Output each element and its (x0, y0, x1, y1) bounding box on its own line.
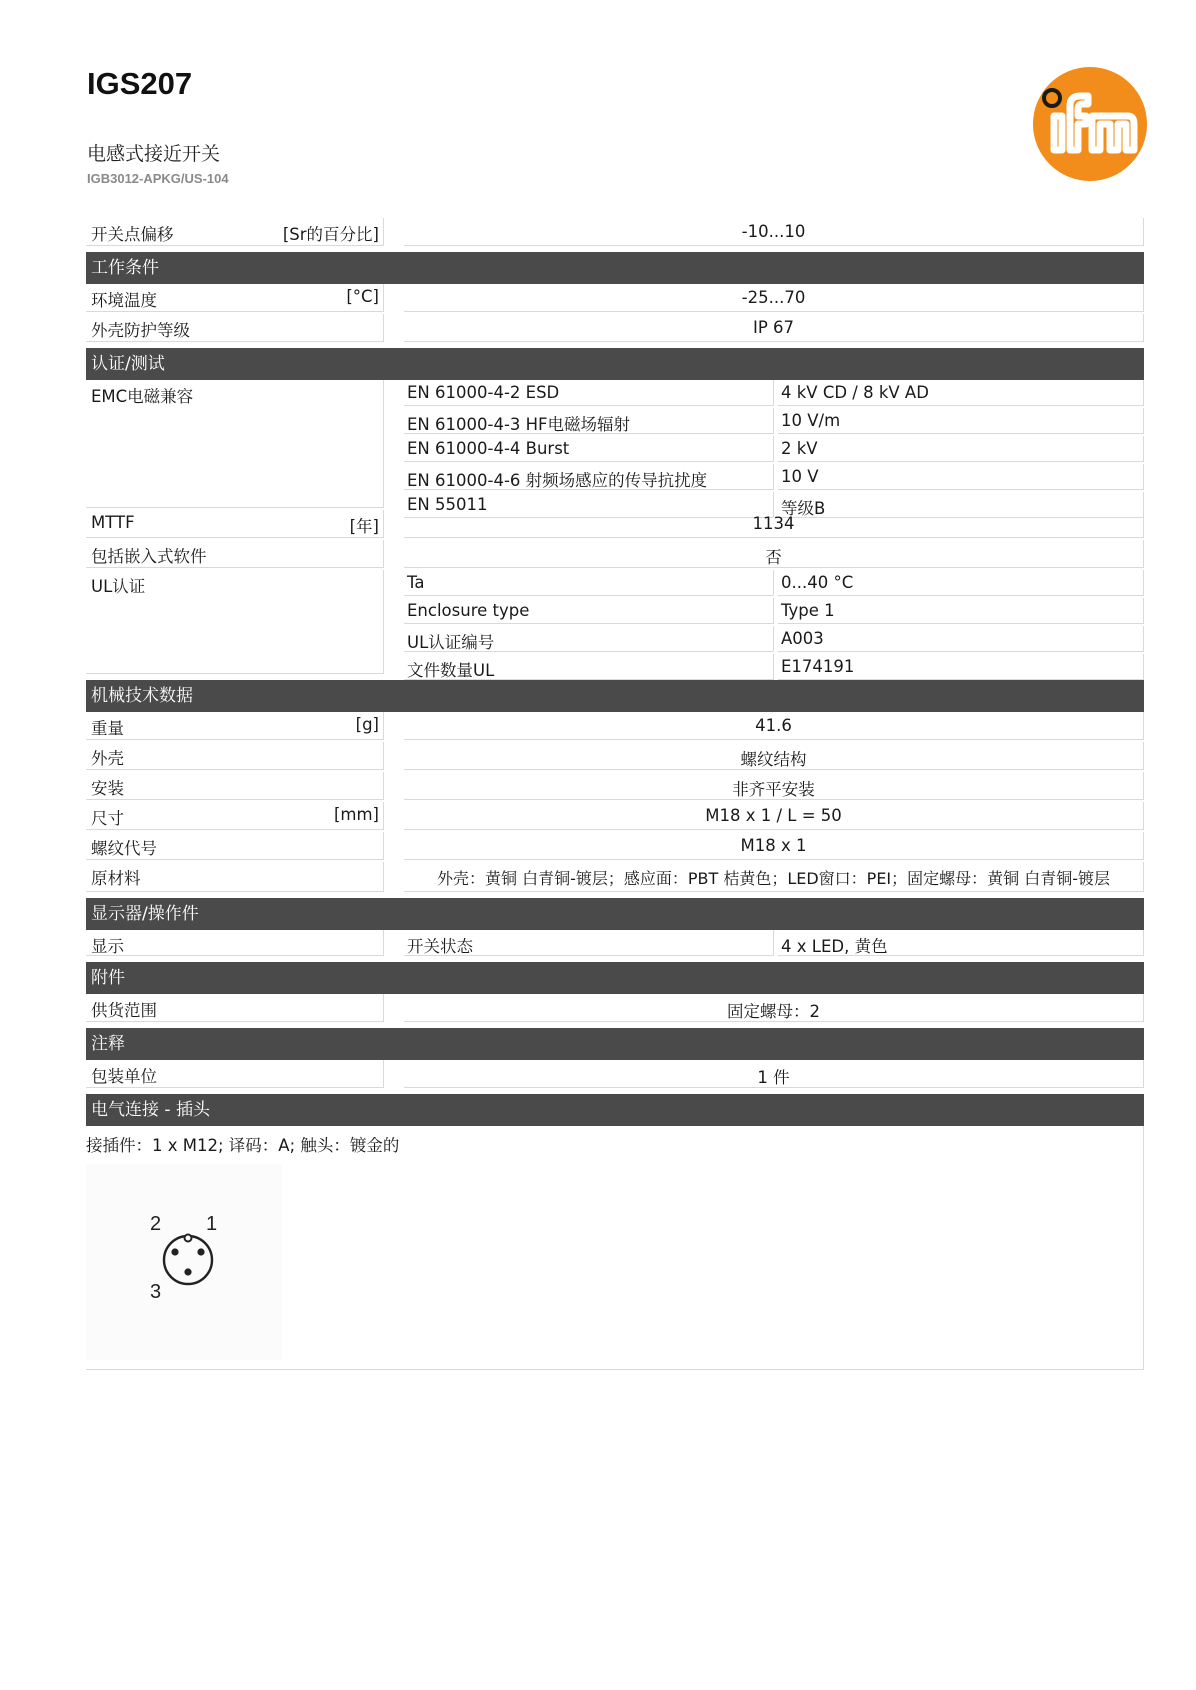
connector-outline (164, 1236, 212, 1284)
product-title: IGS207 (87, 66, 193, 101)
spec-row-emc (86, 380, 1144, 518)
section-electrical-connection: 电气连接 - 插头 (86, 1094, 1144, 1126)
row-value: 螺纹结构 (404, 742, 1144, 770)
row-value: 1134 (404, 510, 1144, 538)
ul-key: UL认证编号 (404, 626, 774, 652)
connector-description: 接插件：1 x M12; 译码：A; 触头：镀金的 (86, 1136, 400, 1155)
row-value: 非齐平安装 (404, 772, 1144, 800)
ul-item (404, 570, 1144, 598)
row-unit: [mm] (333, 805, 379, 824)
row-label: MTTF (91, 513, 135, 532)
emc-value: 4 kV CD / 8 kV AD (778, 380, 1144, 406)
row-label: 包括嵌入式软件 (91, 547, 207, 566)
connector-key-notch (185, 1235, 192, 1242)
row-label: 包装单位 (91, 1067, 157, 1086)
row-label: UL认证 (91, 577, 146, 596)
emc-key: EN 55011 (404, 492, 774, 518)
electrical-connection-box (86, 1126, 1144, 1370)
emc-item (404, 464, 1144, 492)
section-accessories: 附件 (86, 962, 1144, 994)
pin-label-3: 3 (150, 1281, 162, 1303)
pin-label-1: 1 (206, 1213, 218, 1235)
row-label: 原材料 (91, 869, 141, 888)
pin-label-2: 2 (150, 1213, 162, 1235)
row-value: -10...10 (404, 218, 1144, 246)
row-label: 重量 (91, 719, 124, 738)
datasheet (86, 218, 1144, 1370)
row-label: 螺纹代号 (91, 839, 157, 858)
pin-2 (171, 1248, 178, 1255)
ul-item (404, 626, 1144, 654)
row-label: 尺寸 (91, 809, 124, 828)
ifm-logo (1032, 66, 1148, 182)
spec-row-ambient-temp (86, 284, 1144, 314)
emc-key: EN 61000-4-4 Burst (404, 436, 774, 462)
ul-item (404, 654, 1144, 682)
row-label: 显示 (91, 937, 124, 956)
spec-row-thread (86, 832, 1144, 862)
row-label: 安装 (91, 779, 124, 798)
row-unit: [年] (349, 517, 379, 536)
row-label: 环境温度 (91, 291, 157, 310)
section-operating-conditions: 工作条件 (86, 252, 1144, 284)
row-label: 开关点偏移 (91, 225, 174, 244)
row-value: 否 (404, 540, 1144, 568)
emc-value: 等级B (778, 492, 1144, 518)
row-value: 固定螺母：2 (404, 994, 1144, 1022)
spec-row-display (86, 930, 1144, 958)
row-value: 1 件 (404, 1060, 1144, 1088)
article-number: IGB3012-APKG/US-104 (87, 171, 229, 186)
emc-item (404, 408, 1144, 436)
row-label: 供货范围 (91, 1001, 157, 1020)
spec-row-mttf (86, 510, 1144, 540)
row-value: 41.6 (404, 712, 1144, 740)
emc-key: EN 61000-4-2 ESD (404, 380, 774, 406)
spec-row-ul (86, 570, 1144, 680)
row-unit: [Sr的百分比] (282, 225, 379, 244)
ul-item (404, 598, 1144, 626)
spec-row-weight (86, 712, 1144, 742)
row-value: M18 x 1 / L = 50 (404, 802, 1144, 830)
row-value: -25...70 (404, 284, 1144, 312)
row-value: 外壳：黄铜 白青铜-镀层；感应面：PBT 桔黄色；LED窗口：PEI；固定螺母：黄铜 白青铜-镀层 (404, 862, 1144, 892)
spec-row-housing (86, 742, 1144, 772)
spec-row-packaging-unit (86, 1060, 1144, 1090)
spec-row-switch-offset (86, 218, 1144, 248)
row-unit: [°C] (346, 287, 379, 306)
section-display: 显示器/操作件 (86, 898, 1144, 930)
ul-value: E174191 (778, 654, 1144, 680)
spec-row-scope-of-delivery (86, 994, 1144, 1024)
spec-row-materials (86, 862, 1144, 894)
spec-row-embedded-software (86, 540, 1144, 570)
emc-value: 2 kV (778, 436, 1144, 462)
emc-key: EN 61000-4-6 射频场感应的传导抗扰度 (404, 464, 774, 490)
spec-row-dimensions (86, 802, 1144, 832)
row-label: 外壳 (91, 749, 124, 768)
emc-key: EN 61000-4-3 HF电磁场辐射 (404, 408, 774, 434)
display-item (404, 930, 1144, 958)
row-label: 外壳防护等级 (91, 321, 190, 340)
product-subtitle: 电感式接近开关 (87, 143, 221, 165)
row-value: IP 67 (404, 314, 1144, 342)
section-notes: 注释 (86, 1028, 1144, 1060)
ul-key: Enclosure type (404, 598, 774, 624)
display-value: 4 x LED, 黄色 (778, 930, 1144, 956)
row-label: EMC电磁兼容 (91, 387, 194, 406)
section-mechanical: 机械技术数据 (86, 680, 1144, 712)
emc-value: 10 V (778, 464, 1144, 490)
row-unit: [g] (355, 715, 379, 734)
display-key: 开关状态 (404, 930, 774, 956)
spec-row-protection (86, 314, 1144, 344)
ul-value: A003 (778, 626, 1144, 652)
row-value: M18 x 1 (404, 832, 1144, 860)
pin-1 (197, 1248, 204, 1255)
emc-value: 10 V/m (778, 408, 1144, 434)
section-approvals: 认证/测试 (86, 348, 1144, 380)
connector-pinout-diagram (86, 1164, 282, 1360)
ul-value: Type 1 (778, 598, 1144, 624)
emc-item (404, 436, 1144, 464)
spec-row-mounting (86, 772, 1144, 802)
ul-value: 0...40 °C (778, 570, 1144, 596)
pin-3 (184, 1268, 191, 1275)
ul-key: Ta (404, 570, 774, 596)
emc-item (404, 380, 1144, 408)
ul-key: 文件数量UL (404, 654, 774, 680)
